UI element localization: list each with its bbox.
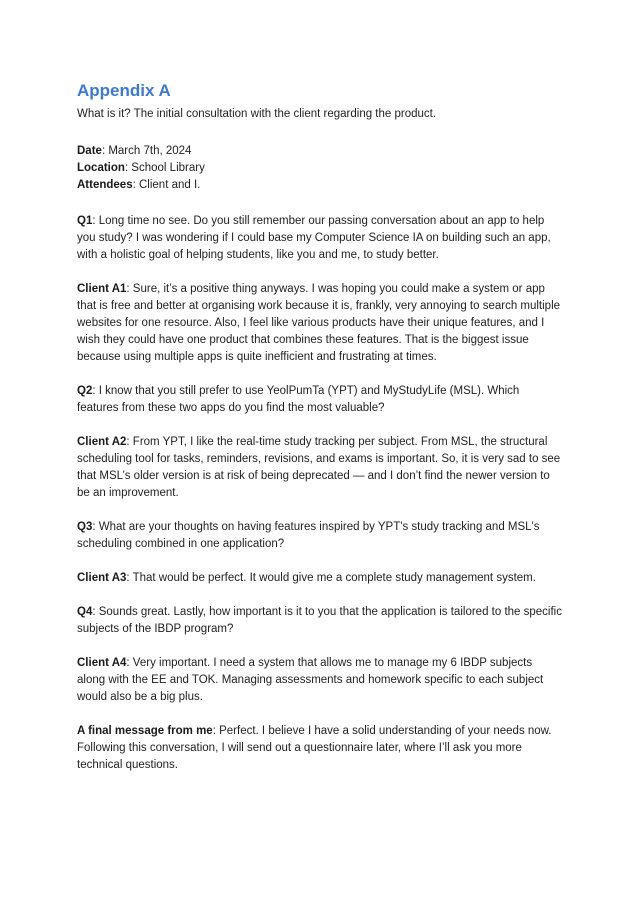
meta-location bbox=[77, 160, 563, 177]
meta-location-label: Location bbox=[77, 162, 125, 174]
paragraph-final-message-text: : Perfect. I believe I have a solid understanding of your needs now. Following this conversation, I will send out a questionnaire later, where I’ll ask you more technical questions. bbox=[77, 725, 552, 771]
paragraph-q3-text: : What are your thoughts on having features inspired by YPT's study tracking and MSL's scheduling combined in one application? bbox=[77, 521, 540, 550]
paragraph-client-a1 bbox=[77, 281, 563, 366]
meta-attendees-label: Attendees bbox=[77, 179, 133, 191]
paragraph-client-a2-text: : From YPT, I like the real-time study tracking per subject. From MSL, the structural scheduling tool for tasks, reminders, revisions, and exams is important. So, it is very sad to see that MSL’s older version is at risk of being deprecated — and I don’t find the newer version to be an improvement. bbox=[77, 436, 561, 499]
meta-block bbox=[77, 143, 563, 194]
paragraph-q1 bbox=[77, 213, 563, 264]
paragraph-client-a4-text: : Very important. I need a system that allows me to manage my 6 IBDP subjects along with the EE and TOK. Managing assessments and homework specific to each subject would also be a big plus. bbox=[77, 657, 544, 703]
paragraph-q4-label: Q4 bbox=[77, 606, 93, 618]
paragraph-final-message-label: A final message from me bbox=[77, 725, 213, 737]
paragraph-client-a1-text: : Sure, it’s a positive thing anyways. I was hoping you could make a system or app that is free and better at organising work because it is, frankly, very annoying to search multiple websites for one resource. Also, I feel like various products have their unique features, and I wish they could have one product that combines these features. That is the biggest issue because using multiple apps is quite inefficient and frustrating at times. bbox=[77, 283, 561, 363]
meta-location-value: : School Library bbox=[124, 162, 205, 174]
appendix-subtitle: What is it? The initial consultation with the client regarding the product. bbox=[77, 108, 437, 120]
paragraph-q2 bbox=[77, 383, 563, 417]
meta-attendees bbox=[77, 177, 563, 194]
meta-date-value: : March 7th, 2024 bbox=[101, 145, 192, 157]
appendix-heading: Appendix A bbox=[77, 81, 171, 100]
paragraph-q2-label: Q2 bbox=[77, 385, 93, 397]
paragraph-client-a1-label: Client A1 bbox=[77, 283, 127, 295]
paragraph-q1-label: Q1 bbox=[77, 215, 93, 227]
paragraph-final-message bbox=[77, 723, 563, 774]
paragraph-client-a4-label: Client A4 bbox=[77, 657, 127, 669]
paragraph-client-a3 bbox=[77, 570, 563, 587]
paragraph-q3 bbox=[77, 519, 563, 553]
paragraph-client-a4 bbox=[77, 655, 563, 706]
paragraph-q3-label: Q3 bbox=[77, 521, 93, 533]
paragraph-client-a2-label: Client A2 bbox=[77, 436, 127, 448]
meta-date-label: Date bbox=[77, 145, 102, 157]
paragraph-q1-text: : Long time no see. Do you still remember our passing conversation about an app to help you study? I was wondering if I could base my Computer Science IA on building such an app, with a holistic goal of helping students, like you and me, to study better. bbox=[77, 215, 551, 261]
paragraph-q4-text: : Sounds great. Lastly, how important is it to you that the application is tailored to the specific subjects of the IBDP program? bbox=[77, 606, 562, 635]
meta-attendees-value: : Client and I. bbox=[132, 179, 201, 191]
meta-date bbox=[77, 143, 563, 160]
paragraph-q4 bbox=[77, 604, 563, 638]
transcript-body bbox=[77, 213, 563, 774]
paragraph-client-a2 bbox=[77, 434, 563, 502]
paragraph-client-a3-label: Client A3 bbox=[77, 572, 127, 584]
paragraph-q2-text: : I know that you still prefer to use YeolPumTa (YPT) and MyStudyLife (MSL). Which features from these two apps do you find the most valuable? bbox=[77, 385, 520, 414]
paragraph-client-a3-text: : That would be perfect. It would give me a complete study management system. bbox=[126, 572, 536, 584]
